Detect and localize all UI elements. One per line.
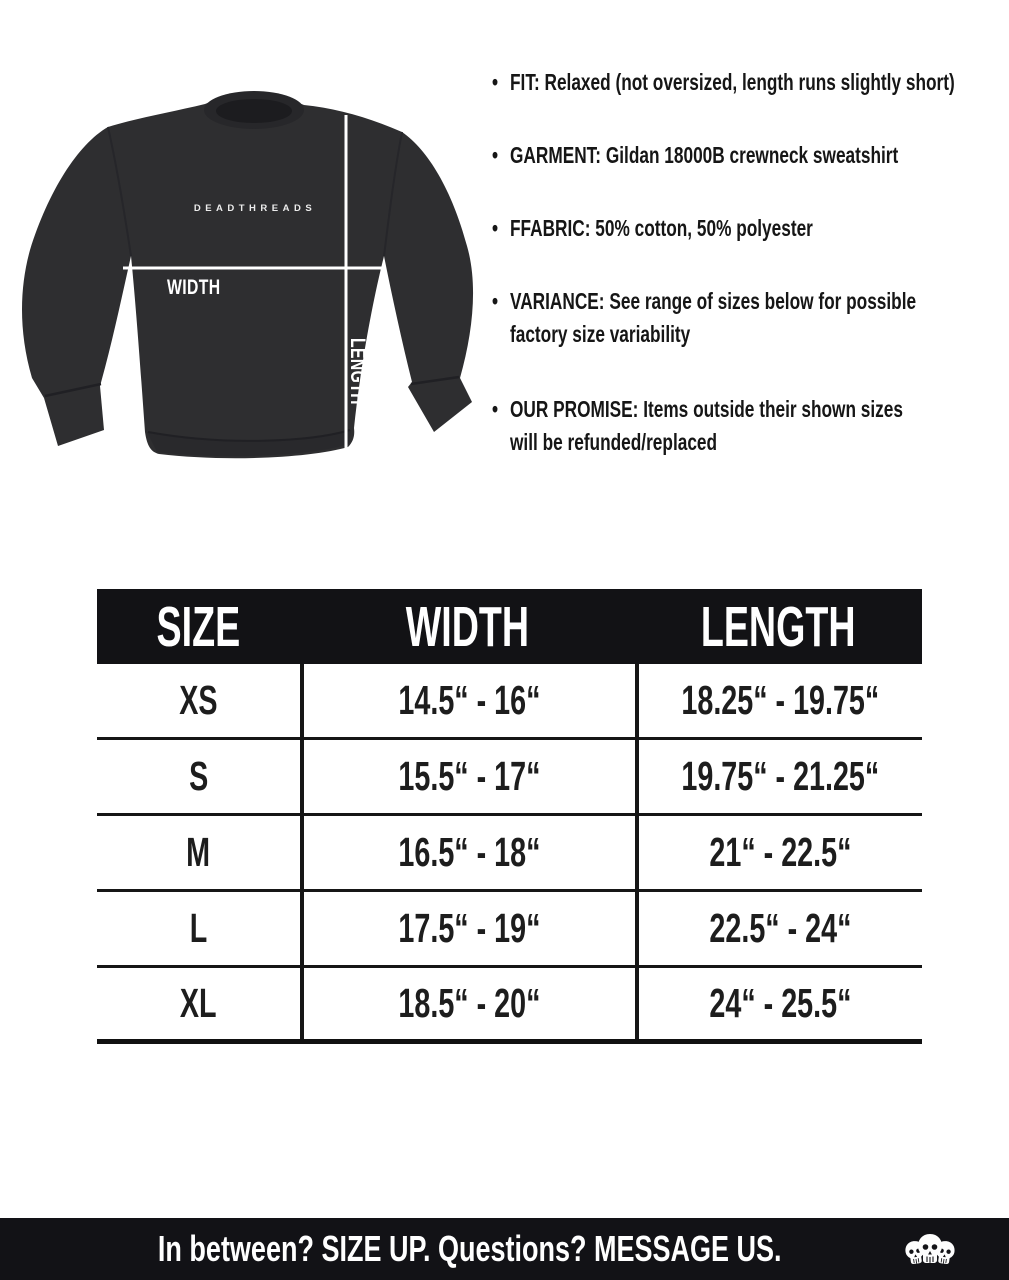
length-cell: 21“ - 22.5“ — [635, 816, 922, 889]
size-cell: XL — [180, 980, 217, 1026]
header-width: WIDTH — [405, 594, 530, 659]
width-cell: 18.5“ - 20“ — [300, 968, 635, 1039]
bullet-icon: • — [492, 215, 499, 241]
list-item-text: will be refunded/replaced — [510, 429, 718, 455]
table-header-row — [97, 589, 922, 664]
table-row-xs — [97, 664, 922, 740]
size-cell: XS — [179, 677, 218, 723]
table-row-xl — [97, 968, 922, 1044]
length-cell: 18.25“ - 19.75“ — [635, 664, 922, 737]
width-cell: 15.5“ - 17“ — [300, 740, 635, 813]
bullet-icon: • — [492, 69, 499, 95]
footer-message: In between? SIZE UP. Questions? MESSAGE US. — [157, 1228, 782, 1269]
collar-opening — [216, 99, 292, 123]
width-label: WIDTH — [167, 274, 221, 299]
length-label: LENGTH — [346, 338, 371, 405]
size-cell: L — [189, 905, 208, 951]
sweatshirt-silhouette — [22, 95, 473, 458]
width-cell: 17.5“ - 19“ — [300, 892, 635, 965]
sweatshirt-figure — [0, 80, 490, 480]
triple-skull-logo-icon — [902, 1229, 958, 1269]
list-item-text: VARIANCE: See range of sizes below for possible — [510, 288, 917, 314]
list-item-promise — [492, 393, 987, 459]
list-item-text: OUR PROMISE: Items outside their shown sizes — [510, 396, 903, 422]
footer-bar — [0, 1218, 1009, 1280]
list-item-fabric — [492, 212, 987, 245]
list-item-text: factory size variability — [510, 321, 691, 347]
length-cell: 24“ - 25.5“ — [635, 968, 922, 1039]
table-row-s — [97, 740, 922, 816]
sweatshirt-image — [0, 80, 490, 480]
header-length: LENGTH — [701, 594, 856, 659]
size-chart-table — [97, 589, 922, 1044]
table-row-m — [97, 816, 922, 892]
width-cell: 14.5“ - 16“ — [300, 664, 635, 737]
length-cell: 19.75“ - 21.25“ — [635, 740, 922, 813]
size-cell: S — [188, 753, 209, 799]
length-cell: 22.5“ - 24“ — [635, 892, 922, 965]
size-cell: M — [186, 829, 211, 875]
bullet-icon: • — [492, 396, 499, 422]
list-item-garment — [492, 139, 987, 172]
bullet-icon: • — [492, 288, 499, 314]
list-item-fit — [492, 66, 987, 99]
width-cell: 16.5“ - 18“ — [300, 816, 635, 889]
list-item-text: FIT: Relaxed (not oversized, length runs slightly short) — [510, 69, 955, 95]
list-item-variance — [492, 285, 987, 351]
list-item-text: GARMENT: Gildan 18000B crewneck sweatshirt — [510, 142, 899, 168]
list-item-text: FFABRIC: 50% cotton, 50% polyester — [510, 215, 813, 241]
product-details-list — [492, 66, 987, 459]
table-row-l — [97, 892, 922, 968]
bullet-icon: • — [492, 142, 499, 168]
header-size: SIZE — [156, 594, 241, 659]
brand-print: DEADTHREADS — [193, 203, 317, 214]
